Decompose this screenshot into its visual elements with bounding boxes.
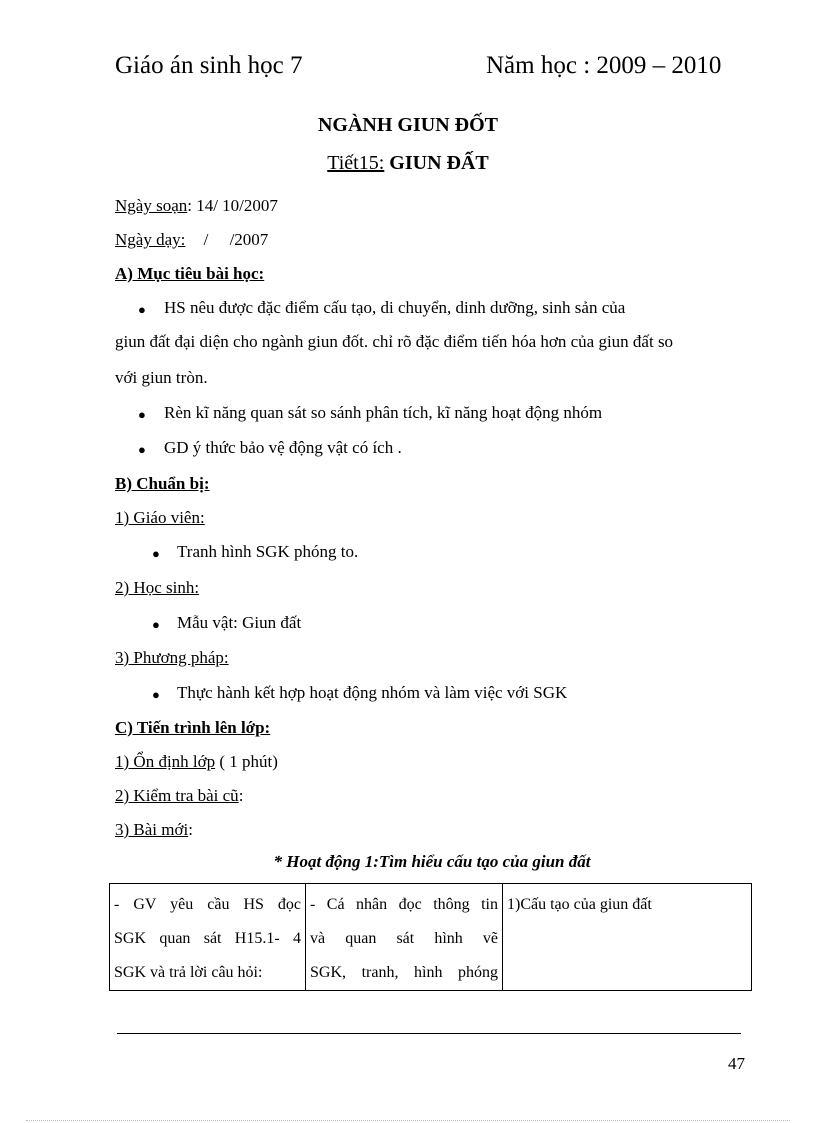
cell-line: SGK quan sát H15.1- 4 xyxy=(114,930,301,947)
section-a-heading: A) Mục tiêu bài học: xyxy=(115,264,265,283)
step-2-label: 2) Kiểm tra bài cũ xyxy=(115,786,239,805)
section-c-heading: C) Tiến trình lên lớp: xyxy=(115,718,271,737)
date-taught xyxy=(115,230,268,250)
activity-title: * Hoạt động 1:Tìm hiểu cấu tạo của giun đất xyxy=(273,852,591,871)
step-3-colon: : xyxy=(188,820,193,839)
lesson-title xyxy=(0,152,816,175)
date-taught-value: / /2007 xyxy=(203,230,269,249)
cell-line: - GV yêu cầu HS đọc xyxy=(114,896,301,913)
student-item: Mẫu vật: Giun đất xyxy=(177,613,302,632)
objective-1-line3: với giun tròn. xyxy=(115,368,208,387)
cell-line: - Cá nhân đọc thông tin xyxy=(310,896,498,913)
header-right: Năm học : 2009 – 2010 xyxy=(486,52,722,79)
objective-2: Rèn kĩ năng quan sát so sánh phân tích, kĩ năng hoạt động nhóm xyxy=(164,403,603,422)
step-1 xyxy=(115,752,278,772)
bullet-icon: ● xyxy=(152,617,160,632)
cell-line: và quan sát hình vẽ xyxy=(310,930,498,947)
method-label: 3) Phương pháp: xyxy=(115,648,229,667)
student-activity-cell xyxy=(306,884,503,991)
lesson-name: GIUN ĐẤT xyxy=(389,152,489,174)
objective-3: GD ý thức bảo vệ động vật có ích . xyxy=(164,438,402,457)
date-prepared xyxy=(115,196,278,216)
step-1-label: 1) Ổn định lớp xyxy=(115,752,216,771)
objective-1-line1: HS nêu được đặc điểm cấu tạo, di chuyển, dinh dưỡng, sinh sản của xyxy=(164,298,626,317)
bullet-icon: ● xyxy=(138,442,146,457)
section-b-heading: B) Chuẩn bị: xyxy=(115,474,210,493)
page-border xyxy=(26,1120,790,1121)
activity-table xyxy=(109,883,752,991)
step-1-note: ( 1 phút) xyxy=(215,752,278,771)
bullet-icon: ● xyxy=(152,687,160,702)
bullet-icon: ● xyxy=(138,302,146,317)
step-2 xyxy=(115,786,243,806)
method-item: Thực hành kết hợp hoạt động nhóm và làm việc với SGK xyxy=(177,683,568,702)
cell-line: SGK, tranh, hình phóng xyxy=(310,964,498,981)
date-taught-label: Ngày dạy: xyxy=(115,230,186,249)
chapter-title: NGÀNH GIUN ĐỐT xyxy=(317,114,498,136)
table-row xyxy=(110,884,752,991)
bullet-icon: ● xyxy=(138,407,146,422)
header-left: Giáo án sinh học 7 xyxy=(115,52,303,79)
cell-line: 1)Cấu tạo của giun đất xyxy=(507,896,652,913)
bullet-icon: ● xyxy=(152,546,160,561)
cell-line: SGK và trả lời câu hỏi: xyxy=(114,964,263,981)
content-cell xyxy=(503,884,752,991)
date-prepared-label: Ngày soạn xyxy=(115,196,188,215)
objective-1-line2: giun đất đại diện cho ngành giun đốt. chỉ rõ đặc điểm tiến hóa hơn của giun đất so xyxy=(115,332,674,351)
step-2-colon: : xyxy=(238,786,244,805)
teacher-item: Tranh hình SGK phóng to. xyxy=(177,542,359,561)
teacher-activity-cell xyxy=(110,884,306,991)
step-3-label: 3) Bài mới xyxy=(115,820,189,839)
student-label: 2) Học sinh: xyxy=(115,578,200,597)
date-prepared-value: : 14/ 10/2007 xyxy=(187,196,278,215)
teacher-label: 1) Giáo viên: xyxy=(115,508,205,527)
footer-rule xyxy=(117,1033,741,1034)
lesson-label: Tiết15: xyxy=(327,152,385,174)
step-3 xyxy=(115,820,193,840)
page-number: 47 xyxy=(728,1054,745,1073)
